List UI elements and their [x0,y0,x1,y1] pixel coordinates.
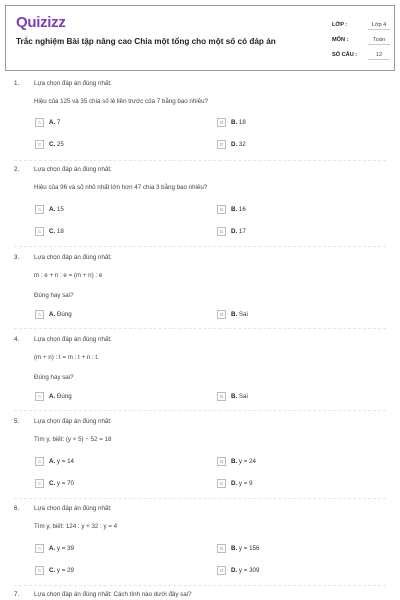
question-prompt: Lựa chọn đáp án đúng nhất: Cách tính nào dưới đây sai? [34,591,192,598]
option-b[interactable] [217,543,259,553]
option-key: B. [231,457,238,465]
question-prompt: Lựa chọn đáp án đúng nhất: [34,166,112,173]
question-text: Hiệu của 125 và 35 chia số lẻ liền trước của 7 bằng bao nhiêu? [34,98,209,105]
option-a[interactable] [35,456,74,466]
option-c[interactable] [35,226,64,236]
option-key: B. [231,544,238,552]
option-letter-box: B [217,205,226,214]
question-text: Đúng hay sai? [34,374,74,381]
option-letter-box: C [35,227,44,236]
question-text: Đúng hay sai? [34,292,74,299]
question-number: 7. [14,591,20,598]
question-number: 5. [14,418,20,425]
question-divider [14,585,386,586]
meta-grade-value: Lớp 4 [368,22,390,30]
option-d[interactable] [217,478,253,488]
option-c[interactable] [35,565,74,575]
question-prompt: Lựa chọn đáp án đúng nhất: [34,254,112,261]
option-text: 18 [56,227,64,235]
question-divider [14,410,386,411]
option-letter-box: B [217,118,226,127]
option-key: B. [231,310,238,318]
meta-count-value: 12 [368,52,390,60]
option-letter-box: B [217,392,226,401]
option-key: A. [49,457,56,465]
quizizz-logo: Quizizz [16,14,66,31]
question-number: 6. [14,505,20,512]
option-text: 16 [238,205,246,213]
option-letter-box: C [35,479,44,488]
option-key: D. [231,227,238,235]
question-text: (m + n) : t = m : t + n : t. [34,354,99,361]
question-prompt: Lựa chọn đáp án đúng nhất: [34,418,112,425]
option-b[interactable] [217,204,246,214]
meta-subject-value: Toán [368,37,390,45]
option-a[interactable] [35,117,60,127]
option-letter-box: B [217,457,226,466]
meta-grade-label: LỚP : [332,22,348,28]
option-key: C. [49,140,56,148]
question-text: Tìm y, biết: 124 : y + 32 : y = 4 [34,523,118,530]
option-text: Sai [238,392,248,400]
question-divider [14,160,386,161]
option-text: y = 14 [56,457,74,465]
question-text: Tìm y, biết: (y × 5) − 52 = 18 [34,436,112,443]
option-text: 17 [238,227,246,235]
option-key: A. [49,310,56,318]
option-d[interactable] [217,226,246,236]
option-key: C. [49,227,56,235]
option-text: Đúng [56,310,72,318]
question-number: 2. [14,166,20,173]
question-number: 1. [14,80,20,87]
question-prompt: Lựa chọn đáp án đúng nhất: [34,336,112,343]
question-number: 4. [14,336,20,343]
option-key: D. [231,479,238,487]
option-text: 32 [238,140,246,148]
option-key: A. [49,544,56,552]
question-divider [14,246,386,247]
question-text: m : e + n : e = (m + n) : e [34,272,103,279]
option-b[interactable] [217,456,256,466]
option-text: y = 24 [238,457,256,465]
question-divider [14,498,386,499]
option-c[interactable] [35,478,74,488]
option-key: A. [49,118,56,126]
question-divider [14,328,386,329]
option-key: B. [231,118,238,126]
option-text: y = 70 [56,479,74,487]
option-text: Sai [238,310,248,318]
question-number: 3. [14,254,20,261]
option-key: A. [49,205,56,213]
option-letter-box: D [217,566,226,575]
option-letter-box: B [217,544,226,553]
option-b[interactable] [217,391,248,401]
option-letter-box: D [217,479,226,488]
option-letter-box: A [35,392,44,401]
option-text: Đúng [56,392,72,400]
option-letter-box: C [35,566,44,575]
option-d[interactable] [217,565,259,575]
option-text: 18 [238,118,246,126]
option-key: D. [231,140,238,148]
option-letter-box: A [35,310,44,319]
meta-subject-label: MÔN : [332,37,349,43]
option-letter-box: B [217,310,226,319]
option-letter-box: A [35,457,44,466]
option-letter-box: A [35,118,44,127]
option-text: 15 [56,205,64,213]
option-b[interactable] [217,117,246,127]
option-key: A. [49,392,56,400]
option-text: y = 156 [238,544,260,552]
option-a[interactable] [35,543,74,553]
option-a[interactable] [35,391,72,401]
option-letter-box: D [217,227,226,236]
worksheet-header [5,5,395,71]
option-d[interactable] [217,139,246,149]
question-prompt: Lựa chọn đáp án đúng nhất: [34,80,112,87]
meta-count-label: SỐ CÂU : [332,52,358,58]
option-a[interactable] [35,309,72,319]
option-letter-box: A [35,544,44,553]
option-a[interactable] [35,204,64,214]
option-key: C. [49,479,56,487]
option-letter-box: C [35,140,44,149]
question-prompt: Lựa chọn đáp án đúng nhất: [34,505,112,512]
option-text: 25 [56,140,64,148]
option-letter-box: A [35,205,44,214]
option-letter-box: D [217,140,226,149]
option-b[interactable] [217,309,248,319]
option-key: B. [231,205,238,213]
option-key: D. [231,566,238,574]
option-c[interactable] [35,139,64,149]
option-key: C. [49,566,56,574]
question-text: Hiệu của 96 và số nhỏ nhất lớn hơn 47 chia 3 bằng bao nhiêu? [34,184,208,191]
option-text: y = 309 [238,566,260,574]
option-text: 7 [56,118,61,126]
option-text: y = 9 [238,479,253,487]
option-key: B. [231,392,238,400]
option-text: y = 39 [56,544,74,552]
option-text: y = 29 [56,566,74,574]
worksheet-title: Trắc nghiệm Bài tập nâng cao Chia một tổng cho một số có đáp án [16,37,276,46]
